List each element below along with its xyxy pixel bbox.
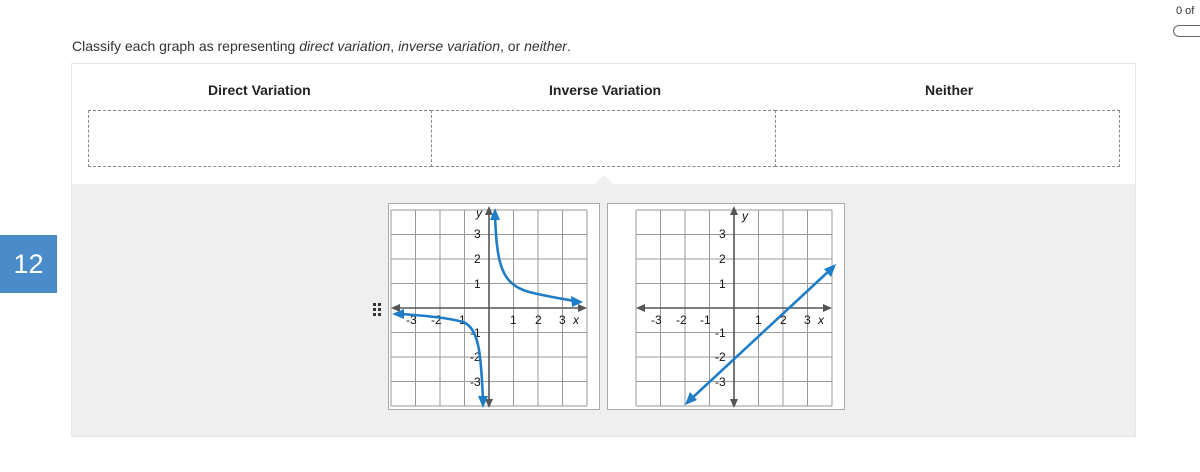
y-axis-label: y (742, 209, 748, 223)
y-tick-label: 1 (474, 277, 481, 291)
graph-card-line[interactable] (607, 203, 845, 410)
drop-zone-direct-variation[interactable] (88, 110, 432, 167)
progress-label: 0 of (1176, 5, 1195, 17)
graph-hyperbola (389, 204, 599, 409)
category-headers (72, 64, 1135, 114)
x-tick-label: -1 (455, 313, 466, 327)
x-tick-label: 3 (559, 313, 566, 327)
y-tick-label: -1 (715, 326, 726, 340)
drop-zone-neither[interactable] (775, 110, 1120, 167)
x-axis-label: x (818, 313, 824, 327)
y-tick-label: -2 (715, 350, 726, 364)
prompt-end: . (566, 38, 571, 54)
y-tick-label: 3 (474, 227, 481, 241)
x-tick-label: 3 (804, 313, 811, 327)
question-prompt (72, 38, 571, 54)
question-number-badge: 12 (0, 235, 57, 293)
y-tick-label: 1 (719, 277, 726, 291)
drag-handle-icon[interactable] (373, 303, 383, 317)
graph-line (608, 204, 844, 409)
graph-card-hyperbola[interactable] (388, 203, 600, 410)
header-direct-variation: Direct Variation (208, 82, 311, 98)
line-curve (690, 270, 830, 400)
x-tick-label: 1 (755, 313, 762, 327)
x-tick-label: -3 (406, 313, 417, 327)
axes (397, 212, 581, 404)
header-inverse-variation: Inverse Variation (549, 82, 662, 98)
x-tick-label: -2 (676, 313, 687, 327)
x-tick-label: 1 (510, 313, 517, 327)
draggable-tray (72, 184, 1135, 436)
prompt-sep: , or (500, 38, 525, 54)
x-tick-label: -3 (651, 313, 662, 327)
x-tick-label: -2 (431, 313, 442, 327)
drop-zone-inverse-variation[interactable] (431, 110, 776, 167)
y-tick-label: -3 (715, 375, 726, 389)
classification-panel (71, 63, 1136, 437)
axes (642, 212, 826, 404)
prompt-option-inverse: inverse variation (398, 38, 500, 54)
y-tick-label: 2 (719, 252, 726, 266)
y-tick-label: -2 (470, 350, 481, 364)
prompt-option-neither: neither (524, 38, 567, 54)
x-axis-label: x (573, 313, 579, 327)
x-tick-label: -1 (700, 313, 711, 327)
y-tick-label: -3 (470, 375, 481, 389)
x-tick-label: 2 (780, 313, 787, 327)
x-tick-label: 2 (535, 313, 542, 327)
y-tick-label: -1 (470, 326, 481, 340)
prompt-sep: , (390, 38, 399, 54)
progress-bar (1173, 25, 1200, 37)
y-tick-label: 3 (719, 227, 726, 241)
prompt-lead: Classify each graph as representing (72, 38, 300, 54)
y-tick-label: 2 (474, 252, 481, 266)
prompt-option-direct: direct variation (299, 38, 391, 54)
y-axis-label: y (476, 206, 482, 220)
tray-pointer (595, 175, 613, 184)
header-neither: Neither (925, 82, 974, 98)
